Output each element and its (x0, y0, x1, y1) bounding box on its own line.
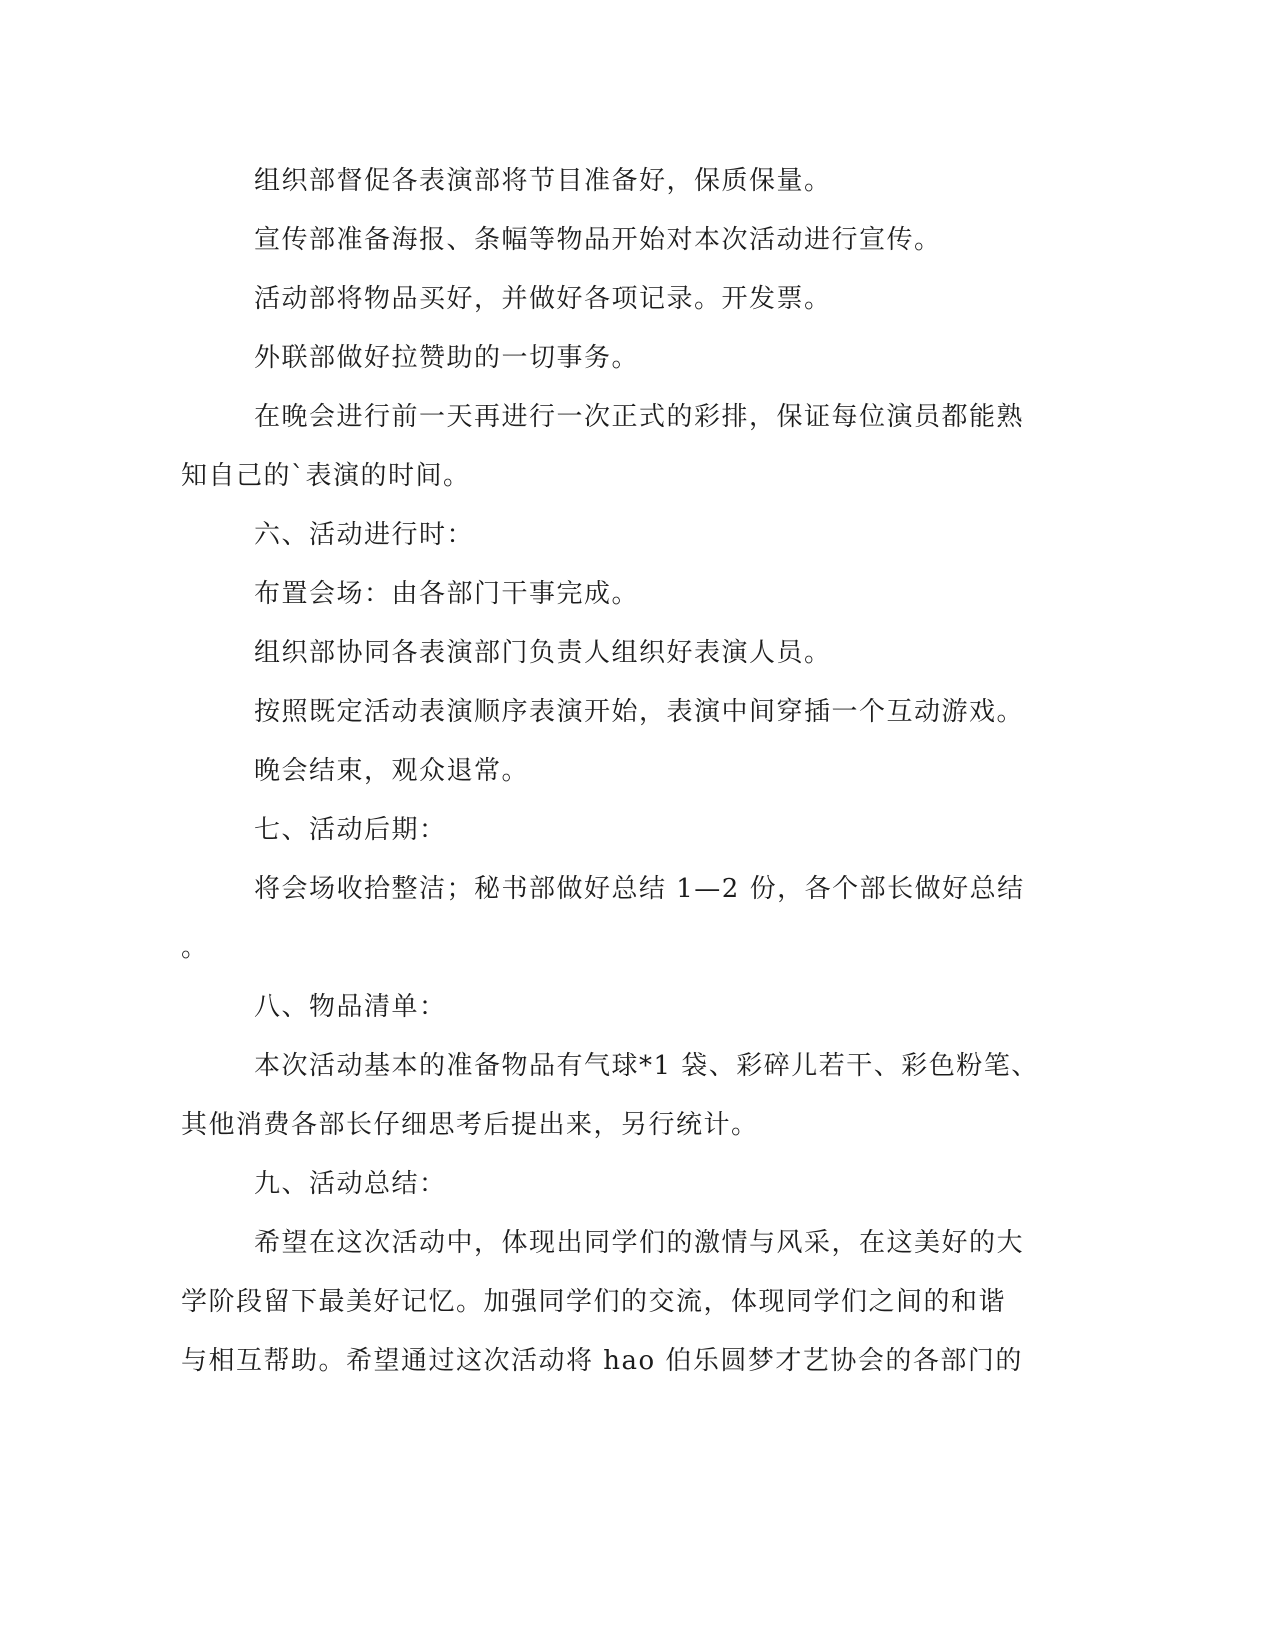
paragraph-line: 组织部督促各表演部将节目准备好，保质保量。 (254, 166, 832, 196)
paragraph-line: 希望在这次活动中，体现出同学们的激情与风采，在这美好的大 (254, 1228, 1025, 1258)
paragraph-line: 其他消费各部长仔细思考后提出来，另行统计。 (181, 1110, 759, 1140)
section-heading: 六、活动进行时： (254, 520, 475, 550)
paragraph-line: 。 (181, 933, 209, 963)
paragraph-line: 晚会结束，观众退常。 (254, 756, 530, 786)
paragraph-line: 本次活动基本的准备物品有气球*1 袋、彩碎儿若干、彩色粉笔、 (254, 1051, 1039, 1081)
paragraph-line: 知自己的`表演的时间。 (181, 461, 471, 491)
paragraph-line: 活动部将物品买好，并做好各项记录。开发票。 (254, 284, 832, 314)
section-heading: 七、活动后期： (254, 815, 447, 845)
paragraph-line: 与相互帮助。希望通过这次活动将 hao 伯乐圆梦才艺协会的各部门的 (181, 1346, 1023, 1376)
paragraph-line: 将会场收拾整洁；秘书部做好总结 1—2 份，各个部长做好总结 (254, 874, 1025, 904)
paragraph-line: 外联部做好拉赞助的一切事务。 (254, 343, 640, 373)
paragraph-line: 布置会场：由各部门干事完成。 (254, 579, 640, 609)
section-heading: 八、物品清单： (254, 992, 447, 1022)
paragraph-line: 组织部协同各表演部门负责人组织好表演人员。 (254, 638, 832, 668)
paragraph-line: 学阶段留下最美好记忆。加强同学们的交流，体现同学们之间的和谐 (181, 1287, 1007, 1317)
section-heading: 九、活动总结： (254, 1169, 447, 1199)
paragraph-line: 按照既定活动表演顺序表演开始，表演中间穿插一个互动游戏。 (254, 697, 1025, 727)
paragraph-line: 在晚会进行前一天再进行一次正式的彩排，保证每位演员都能熟 (254, 402, 1025, 432)
paragraph-line: 宣传部准备海报、条幅等物品开始对本次活动进行宣传。 (254, 225, 942, 255)
